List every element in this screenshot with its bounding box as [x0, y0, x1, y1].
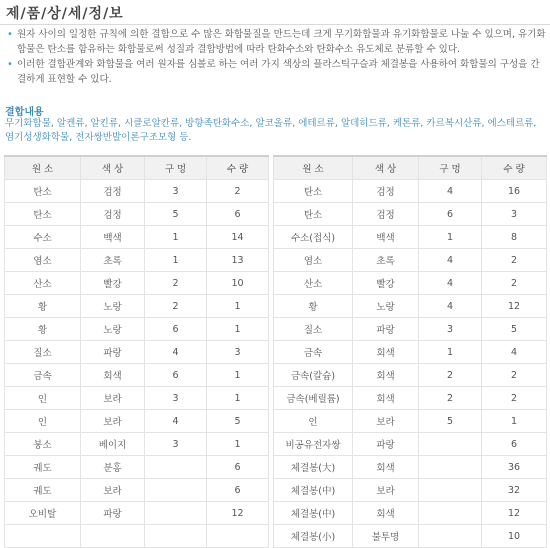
cell-holes: 3	[145, 180, 207, 203]
bullet-text: 원자 사이의 일정한 규칙에 의한 결합으로 수 많은 화합물질을 만드는데 크게 무기화합물과 유기화합물로 나눌 수 있으며, 유기화합물은 탄소를 함유하는 화합물로써 성질과 결합방법에 따라 탄화수소와 탄화수소 유도체로 분류할 수 있다.	[17, 29, 546, 55]
cell-quantity: 1	[482, 410, 547, 433]
cell-holes	[419, 502, 482, 525]
cell-color: 보라	[353, 479, 419, 502]
cell-holes: 3	[145, 387, 207, 410]
table-row	[274, 410, 547, 433]
cell-element: 체결봉(小)	[274, 525, 353, 548]
cell-color: 백색	[81, 226, 145, 249]
header-quantity: 수 량	[207, 156, 269, 180]
cell-holes: 5	[419, 410, 482, 433]
cell-holes: 6	[145, 364, 207, 387]
cell-holes: 1	[419, 226, 482, 249]
table-row	[5, 410, 269, 433]
cell-element: 금속(베릴륨)	[274, 387, 353, 410]
cell-holes: 4	[419, 249, 482, 272]
cell-color: 초록	[353, 249, 419, 272]
table-row	[5, 387, 269, 410]
cell-color: 검정	[353, 203, 419, 226]
cell-color: 파랑	[81, 502, 145, 525]
cell-color: 검정	[81, 180, 145, 203]
cell-holes	[419, 456, 482, 479]
table-row	[5, 295, 269, 318]
cell-color: 회색	[353, 502, 419, 525]
cell-color: 회색	[353, 364, 419, 387]
cell-quantity: 6	[207, 479, 269, 502]
cell-color: 노랑	[81, 295, 145, 318]
cell-color: 검정	[353, 180, 419, 203]
table-row	[5, 226, 269, 249]
cell-element: 수소(접식)	[274, 226, 353, 249]
cell-element: 질소	[274, 318, 353, 341]
cell-element: 산소	[274, 272, 353, 295]
cell-color: 분홍	[81, 456, 145, 479]
cell-quantity: 6	[482, 433, 547, 456]
table-row	[274, 318, 547, 341]
cell-holes	[145, 502, 207, 525]
table-row	[274, 502, 547, 525]
cell-element: 금속	[274, 341, 353, 364]
cell-holes: 5	[145, 203, 207, 226]
table-row	[5, 249, 269, 272]
table-row	[274, 364, 547, 387]
cell-holes: 2	[419, 387, 482, 410]
header-quantity: 수 량	[482, 156, 547, 180]
cell-element: 금속(칼슘)	[274, 364, 353, 387]
cell-color: 노랑	[81, 318, 145, 341]
cell-element: 체결봉(中)	[274, 479, 353, 502]
cell-holes	[145, 479, 207, 502]
table-row	[5, 203, 269, 226]
cell-color: 회색	[353, 341, 419, 364]
table-header-row	[5, 156, 269, 180]
cell-element: 인	[5, 410, 81, 433]
cell-holes: 3	[419, 318, 482, 341]
cell-color: 초록	[81, 249, 145, 272]
header-color: 색 상	[353, 156, 419, 180]
cell-color: 보라	[81, 410, 145, 433]
cell-holes	[145, 456, 207, 479]
page-title: 제/품/상/세/정/보	[6, 6, 124, 22]
cell-quantity: 1	[207, 387, 269, 410]
table-row	[274, 180, 547, 203]
cell-quantity: 4	[482, 341, 547, 364]
cell-quantity: 10	[482, 525, 547, 548]
cell-color: 파랑	[353, 433, 419, 456]
bullet-dot-icon: •	[7, 59, 13, 70]
table-header-row	[274, 156, 547, 180]
cell-element: 황	[5, 295, 81, 318]
cell-holes: 4	[145, 341, 207, 364]
table-row	[274, 387, 547, 410]
cell-color: 불투명	[353, 525, 419, 548]
cell-quantity: 3	[482, 203, 547, 226]
cell-color: 파랑	[81, 341, 145, 364]
cell-element: 붕소	[5, 433, 81, 456]
cell-holes: 4	[145, 410, 207, 433]
cell-holes: 4	[419, 272, 482, 295]
cell-quantity: 5	[482, 318, 547, 341]
cell-color: 검정	[81, 203, 145, 226]
cell-holes: 2	[145, 272, 207, 295]
bullet-item	[6, 27, 546, 57]
cell-element: 체결봉(大)	[274, 456, 353, 479]
table-row	[5, 502, 269, 525]
cell-element: 금속	[5, 364, 81, 387]
cell-quantity: 2	[207, 180, 269, 203]
cell-color: 파랑	[353, 318, 419, 341]
cell-quantity: 2	[482, 364, 547, 387]
table-row	[5, 318, 269, 341]
header-element: 원 소	[274, 156, 353, 180]
cell-holes: 2	[419, 364, 482, 387]
cell-color: 베이지	[81, 433, 145, 456]
cell-quantity: 14	[207, 226, 269, 249]
cell-element: 인	[274, 410, 353, 433]
cell-element: 탄소	[5, 203, 81, 226]
header-element: 원 소	[5, 156, 81, 180]
cell-element: 인	[5, 387, 81, 410]
header-holes: 구 멍	[419, 156, 482, 180]
cell-quantity: 8	[482, 226, 547, 249]
table-row	[5, 180, 269, 203]
cell-holes	[419, 479, 482, 502]
cell-element: 탄소	[274, 203, 353, 226]
cell-color: 보라	[353, 410, 419, 433]
cell-color: 보라	[81, 387, 145, 410]
header-color: 색 상	[81, 156, 145, 180]
cell-color: 백색	[353, 226, 419, 249]
cell-quantity: 32	[482, 479, 547, 502]
section-title: 결합내용	[5, 107, 44, 118]
cell-holes: 6	[145, 318, 207, 341]
cell-quantity: 6	[207, 456, 269, 479]
cell-holes	[419, 433, 482, 456]
cell-element: 질소	[5, 341, 81, 364]
table-row	[274, 272, 547, 295]
table-row	[274, 226, 547, 249]
cell-holes: 6	[419, 203, 482, 226]
cell-quantity: 12	[482, 295, 547, 318]
cell-element: 비공유전자쌍	[274, 433, 353, 456]
cell-element: 수소	[5, 226, 81, 249]
cell-quantity: 10	[207, 272, 269, 295]
cell-element: 체결봉(中)	[274, 502, 353, 525]
cell-quantity: 12	[207, 502, 269, 525]
cell-quantity: 2	[482, 272, 547, 295]
cell-element: 황	[5, 318, 81, 341]
parts-table-left	[4, 155, 269, 548]
cell-quantity: 1	[207, 433, 269, 456]
cell-quantity: 1	[207, 364, 269, 387]
table-row	[274, 341, 547, 364]
table-row	[5, 272, 269, 295]
cell-quantity: 1	[207, 318, 269, 341]
cell-holes: 4	[419, 295, 482, 318]
header-holes: 구 멍	[145, 156, 207, 180]
table-row	[274, 203, 547, 226]
cell-quantity: 16	[482, 180, 547, 203]
cell-quantity: 3	[207, 341, 269, 364]
cell-color: 회색	[353, 387, 419, 410]
table-row	[274, 295, 547, 318]
parts-table-right	[273, 155, 547, 548]
cell-element: 궤도	[5, 456, 81, 479]
bullet-item	[6, 57, 546, 87]
cell-element: 산소	[5, 272, 81, 295]
cell-quantity: 2	[482, 387, 547, 410]
cell-holes: 1	[419, 341, 482, 364]
cell-color: 빨강	[353, 272, 419, 295]
description	[6, 27, 546, 87]
cell-holes: 3	[145, 433, 207, 456]
bullet-dot-icon: •	[7, 29, 13, 40]
cell-color: 회색	[81, 364, 145, 387]
title-divider	[0, 24, 550, 25]
cell-color: 빨강	[81, 272, 145, 295]
cell-quantity: 5	[207, 410, 269, 433]
table-row	[274, 479, 547, 502]
table-row	[274, 433, 547, 456]
cell-color: 보라	[81, 479, 145, 502]
table-row	[274, 456, 547, 479]
cell-quantity: 36	[482, 456, 547, 479]
cell-element: 황	[274, 295, 353, 318]
cell-quantity: 2	[482, 249, 547, 272]
table-row	[5, 364, 269, 387]
cell-holes: 1	[145, 226, 207, 249]
cell-quantity: 6	[207, 203, 269, 226]
cell-element: 염소	[5, 249, 81, 272]
cell-element: 탄소	[5, 180, 81, 203]
cell-holes: 1	[145, 249, 207, 272]
cell-color: 노랑	[353, 295, 419, 318]
cell-element: 탄소	[274, 180, 353, 203]
table-row	[5, 456, 269, 479]
cell-quantity: 1	[207, 295, 269, 318]
cell-element: 염소	[274, 249, 353, 272]
table-row	[274, 249, 547, 272]
bullet-text: 이러한 결합관계와 화합물을 여러 원자를 심볼로 하는 여러 가지 색상의 플라스틱구슬과 체결봉을 사용하여 화합물의 구성을 간결하게 표현할 수 있다.	[17, 59, 540, 85]
table-row	[5, 433, 269, 456]
compound-list: 무기화합물, 알켄류, 알킨류, 시클로알칸류, 방향족탄화수소, 알코올류, 에테르류, 알데히드류, 케톤류, 카르복시산류, 에스테르류, 염기성생화학물, 전자쌍반발이론구조모형 등.	[5, 118, 537, 143]
cell-quantity: 12	[482, 502, 547, 525]
cell-element: 궤도	[5, 479, 81, 502]
table-row	[5, 479, 269, 502]
cell-holes: 4	[419, 180, 482, 203]
cell-element: 오비탈	[5, 502, 81, 525]
cell-quantity: 13	[207, 249, 269, 272]
cell-color: 회색	[353, 456, 419, 479]
cell-holes: 2	[145, 295, 207, 318]
table-row	[5, 341, 269, 364]
